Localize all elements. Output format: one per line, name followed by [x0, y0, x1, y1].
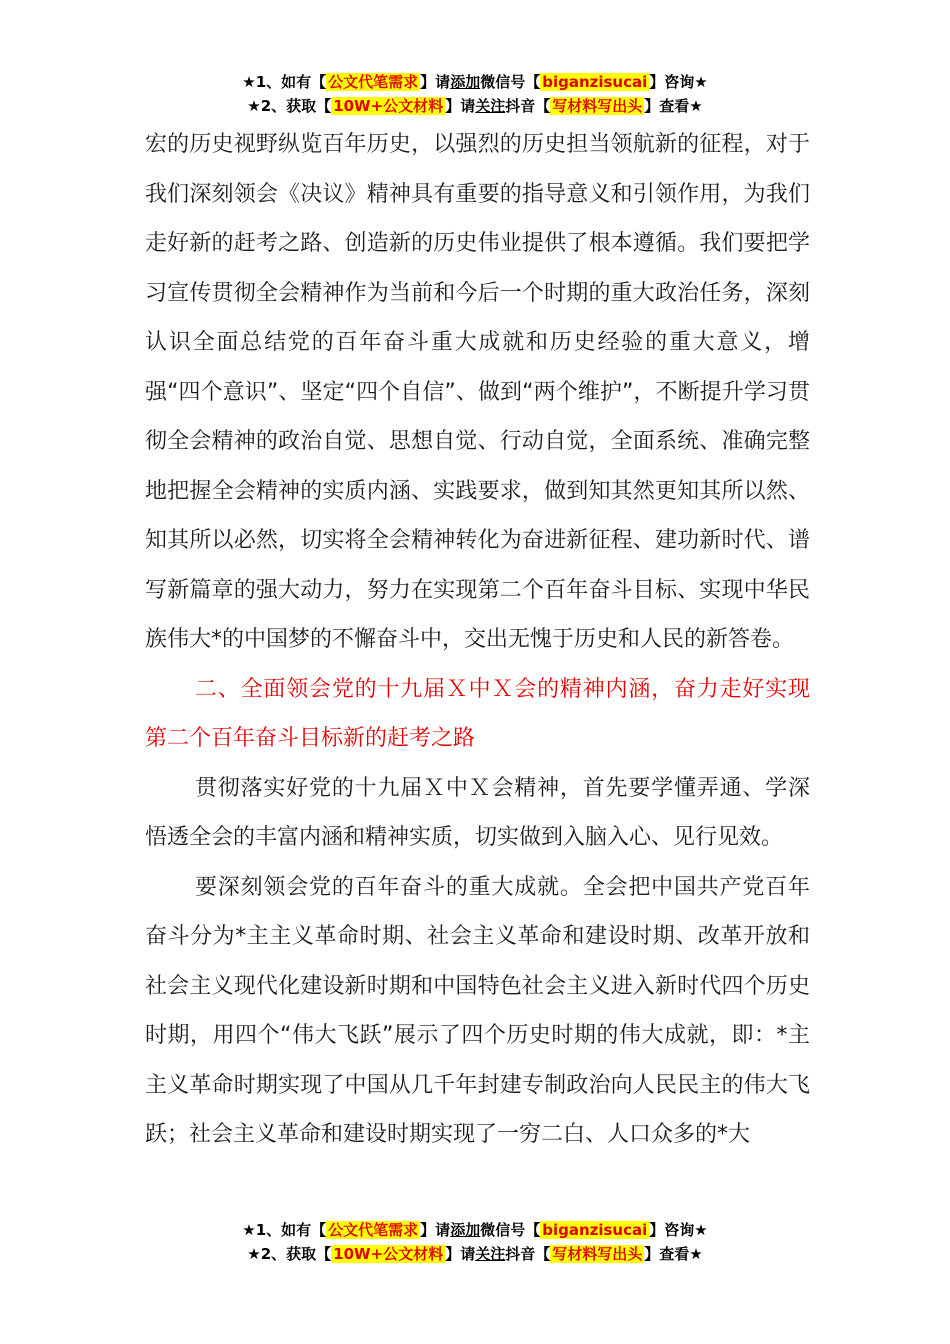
banner-text: 】请 [445, 97, 476, 115]
banner-text: 抖音【 [505, 1245, 551, 1263]
banner-underline: 添加 [450, 73, 481, 91]
banner-douyin-id: 写材料写出头 [552, 1245, 643, 1263]
banner-text: 】请 [420, 73, 451, 91]
banner-text: 】查看★ [644, 1245, 703, 1263]
banner-underline: 关注 [475, 97, 506, 115]
banner-highlight: 公文代笔需求 [328, 1221, 419, 1239]
banner-underline: 关注 [475, 1245, 506, 1263]
banner-text: 】查看★ [644, 97, 703, 115]
banner-wechat-id: biganzisucai [542, 1221, 648, 1239]
banner-text: 微信号【 [480, 1221, 541, 1239]
banner-highlight: 10W+公文材料 [333, 1245, 444, 1263]
banner-wechat-id: biganzisucai [542, 73, 648, 91]
promo-banner-top-line2 [0, 94, 950, 118]
banner-text: ★2、获取【 [247, 97, 332, 115]
banner-text: ★1、如有【 [242, 73, 327, 91]
promo-banner-bottom-line2 [0, 1242, 950, 1266]
paragraph-continuation: 宏的历史视野纵览百年历史，以强烈的历史担当领航新的征程，对于我们深刻领会《决议》精神具有重要的指导意义和引领作用，为我们走好新的赶考之路、创造新的历史伟业提供了根本遵循。我们要把学习宣传贯彻全会精神作为当前和今后一个时期的重大政治任务，深刻认识全面总结党的百年奋斗重大成就和历史经验的重大意义，增强“四个意识”、坚定“四个自信”、做到“两个维护”，不断提升学习贯彻全会精神的政治自觉、思想自觉、行动自觉，全面系统、准确完整地把握全会精神的实质内涵、实践要求，做到知其然更知其所以然、知其所以必然，切实将全会精神转化为奋进新征程、建功新时代、谱写新篇章的强大动力，努力在实现第二个百年奋斗目标、实现中华民族伟大*的中国梦的不懈奋斗中，交出无愧于历史和人民的新答卷。 [145, 132, 810, 652]
banner-text: 抖音【 [505, 97, 551, 115]
banner-highlight: 公文代笔需求 [328, 73, 419, 91]
banner-underline: 添加 [450, 1221, 481, 1239]
banner-text: 】咨询★ [649, 1221, 708, 1239]
banner-douyin-id: 写材料写出头 [552, 97, 643, 115]
banner-text: ★1、如有【 [242, 1221, 327, 1239]
banner-text: ★2、获取【 [247, 1245, 332, 1263]
banner-text: 】请 [445, 1245, 476, 1263]
paragraph: 贯彻落实好党的十九届Ｘ中Ｘ会精神，首先要学懂弄通、学深悟透全会的丰富内涵和精神实质，切实做到入脑入心、见行见效。 [145, 775, 810, 850]
paragraph: 要深刻领会党的百年奋斗的重大成就。全会把中国共产党百年奋斗分为*主主义革命时期、社会主义革命和建设时期、改革开放和社会主义现代化建设新时期和中国特色社会主义进入新时代四个历史时期，用四个“伟大飞跃”展示了四个历史时期的伟大成就，即：*主主义革命时期实现了中国从几千年封建专制政治向人民民主的伟大飞跃；社会主义革命和建设时期实现了一穷二白、人口众多的*大 [145, 874, 810, 1147]
promo-banner-top-line1 [0, 70, 950, 94]
banner-text: 】请 [420, 1221, 451, 1239]
document-body [145, 120, 810, 1160]
banner-text: 】咨询★ [649, 73, 708, 91]
banner-highlight: 10W+公文材料 [333, 97, 444, 115]
section-heading: 二、全面领会党的十九届Ｘ中Ｘ会的精神内涵，奋力走好实现第二个百年奋斗目标新的赶考之路 [145, 676, 810, 751]
banner-text: 微信号【 [480, 73, 541, 91]
promo-banner-bottom-line1 [0, 1218, 950, 1242]
